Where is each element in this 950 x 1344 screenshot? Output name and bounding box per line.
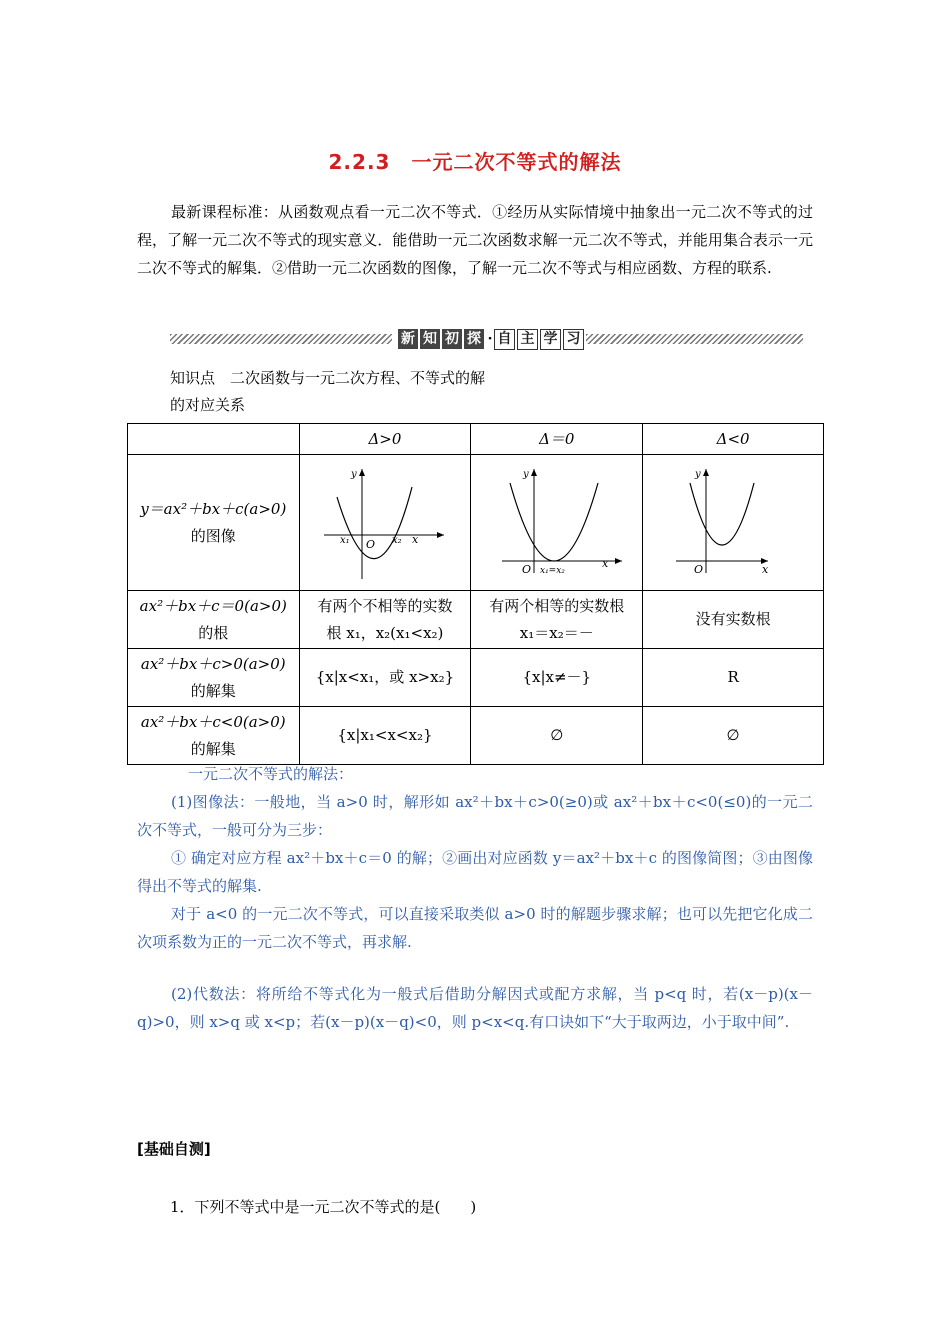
row-label-formula: ax²＋bx＋c>0(a>0) — [140, 654, 286, 673]
cell-less-two: {x|x₁<x<x₂} — [299, 707, 471, 765]
y-axis-arrow — [531, 469, 537, 476]
method-steps-paragraph: ① 确定对应方程 ax²＋bx＋c＝0 的解；②画出对应函数 y＝ax²＋bx＋c 的图像简图；③由图像得出不等式的解集. — [137, 849, 813, 895]
axis-label-x: x — [601, 556, 608, 570]
origin-label: O — [521, 562, 531, 576]
cell-text: 根 x₁，x₂(x₁<x₂) — [326, 623, 444, 642]
origin-label: O — [694, 562, 704, 576]
table-row-less — [128, 707, 824, 765]
header-delta-positive: Δ>0 — [299, 424, 471, 455]
cell-text: x₁＝x₂＝－ — [519, 623, 594, 642]
method-negative-a-paragraph: 对于 a<0 的一元二次不等式，可以直接采取类似 a>0 时的解题步骤求解；也可以先把它化成二次项系数为正的一元二次不等式，再求解. — [137, 905, 813, 951]
cell-roots-none: 没有实数根 — [643, 591, 824, 649]
table-row-roots — [128, 591, 824, 649]
knowledge-point-line: 知识点 二次函数与一元二次方程、不等式的解 — [170, 369, 486, 387]
banner-title — [398, 328, 586, 350]
row-label-desc: 的图像 — [190, 526, 236, 545]
row-label — [128, 591, 300, 649]
cell-text: 有两个相等的实数根 — [489, 596, 625, 615]
row-label-desc: 的解集 — [190, 739, 236, 758]
parabola-curve — [510, 483, 598, 561]
cell-greater-double: {x|x≠－} — [471, 649, 643, 707]
row-label-formula: y＝ax²＋bx＋c(a>0) — [140, 499, 287, 518]
cell-roots-two — [299, 591, 471, 649]
axis-label-y: y — [350, 468, 357, 480]
banner-char: 初 — [442, 329, 462, 349]
knowledge-point-title — [170, 365, 485, 419]
parabola-curve — [690, 483, 754, 545]
page-title: 2.2.3 一元二次不等式的解法 — [328, 150, 622, 174]
method-algebra-paragraph: (2)代数法：将所给不等式化为一般式后借助分解因式或配方求解，当 p<q 时，若(x－p)(x－q)>0，则 x>q 或 x<p；若(x－p)(x－q)<0，则 p<x<q.有口诀如下“大于取两边，小于取中间”. — [137, 985, 813, 1031]
parabola-double-root-graph — [492, 463, 622, 583]
graph-cell-no-roots — [643, 455, 824, 591]
banner-char: 探 — [464, 329, 484, 349]
banner-char: 自 — [494, 329, 515, 350]
axis-label-x: x — [762, 562, 769, 576]
row-label — [128, 455, 300, 591]
cell-greater-two: {x|x<x₁，或 x>x₂} — [299, 649, 471, 707]
question-1: 1．下列不等式中是一元二次不等式的是( ) — [170, 1198, 477, 1216]
y-axis-arrow — [359, 469, 365, 476]
knowledge-point-line: 的对应关系 — [170, 396, 246, 414]
method-heading: 一元二次不等式的解法： — [188, 765, 354, 783]
cell-text: 有两个不相等的实数 — [317, 596, 453, 615]
correspondence-table — [127, 423, 824, 765]
method-graph-paragraph: (1)图像法：一般地，当 a>0 时，解形如 ax²＋bx＋c>0(≥0)或 ax²＋bx＋c<0(≤0)的一元二次不等式，一般可分为三步： — [137, 793, 813, 839]
row-label-desc: 的解集 — [190, 681, 236, 700]
y-axis-arrow — [703, 469, 709, 476]
banner-char: 知 — [420, 329, 440, 349]
cell-less-double: ∅ — [471, 707, 643, 765]
parabola-two-roots-graph — [320, 463, 450, 583]
row-label-formula: ax²＋bx＋c＝0(a>0) — [139, 596, 287, 615]
banner-char: 学 — [540, 329, 561, 350]
banner-separator: · — [487, 331, 493, 347]
section-banner — [170, 328, 803, 350]
axis-label-y: y — [522, 468, 529, 480]
graph-cell-two-roots — [299, 455, 471, 591]
row-label-formula: ax²＋bx＋c<0(a>0) — [140, 712, 286, 731]
banner-char: 主 — [517, 329, 538, 350]
table-corner-cell — [128, 424, 300, 455]
table-row-greater — [128, 649, 824, 707]
cell-greater-none: R — [643, 649, 824, 707]
header-delta-negative: Δ<0 — [643, 424, 824, 455]
axis-label-y: y — [695, 468, 701, 480]
cell-roots-double — [471, 591, 643, 649]
parabola-no-roots-graph — [668, 463, 798, 583]
origin-label: O — [365, 537, 375, 551]
banner-stripe-left — [170, 334, 392, 344]
table-header-row — [128, 424, 824, 455]
root-label-x2: x₂ — [391, 534, 402, 546]
row-label-desc: 的根 — [198, 623, 229, 642]
root-label-x1: x₁ — [339, 534, 350, 546]
graph-cell-double-root — [471, 455, 643, 591]
banner-char: 新 — [398, 329, 418, 349]
cell-less-none: ∅ — [643, 707, 824, 765]
course-standard: 最新课程标准：从函数观点看一元二次不等式．①经历从实际情境中抽象出一元二次不等式的过程，了解一元二次不等式的现实意义．能借助一元二次函数求解一元二次不等式，并能用集合表示一元二次不等式的解集．②借助一元二次函数的图像，了解一元二次不等式与相应函数、方程的联系. — [137, 203, 813, 277]
banner-stripe-right — [586, 334, 803, 344]
row-label — [128, 707, 300, 765]
banner-char: 习 — [563, 329, 584, 350]
table-row-graph — [128, 455, 824, 591]
section-heading: [基础自测] — [137, 1140, 211, 1158]
header-delta-zero: Δ＝0 — [471, 424, 643, 455]
x-axis-arrow — [615, 558, 622, 564]
axis-label-x: x — [411, 532, 419, 546]
root-label-x1-equals-x2: x₁=x₂ — [539, 565, 565, 576]
row-label — [128, 649, 300, 707]
x-axis-arrow — [437, 532, 444, 538]
